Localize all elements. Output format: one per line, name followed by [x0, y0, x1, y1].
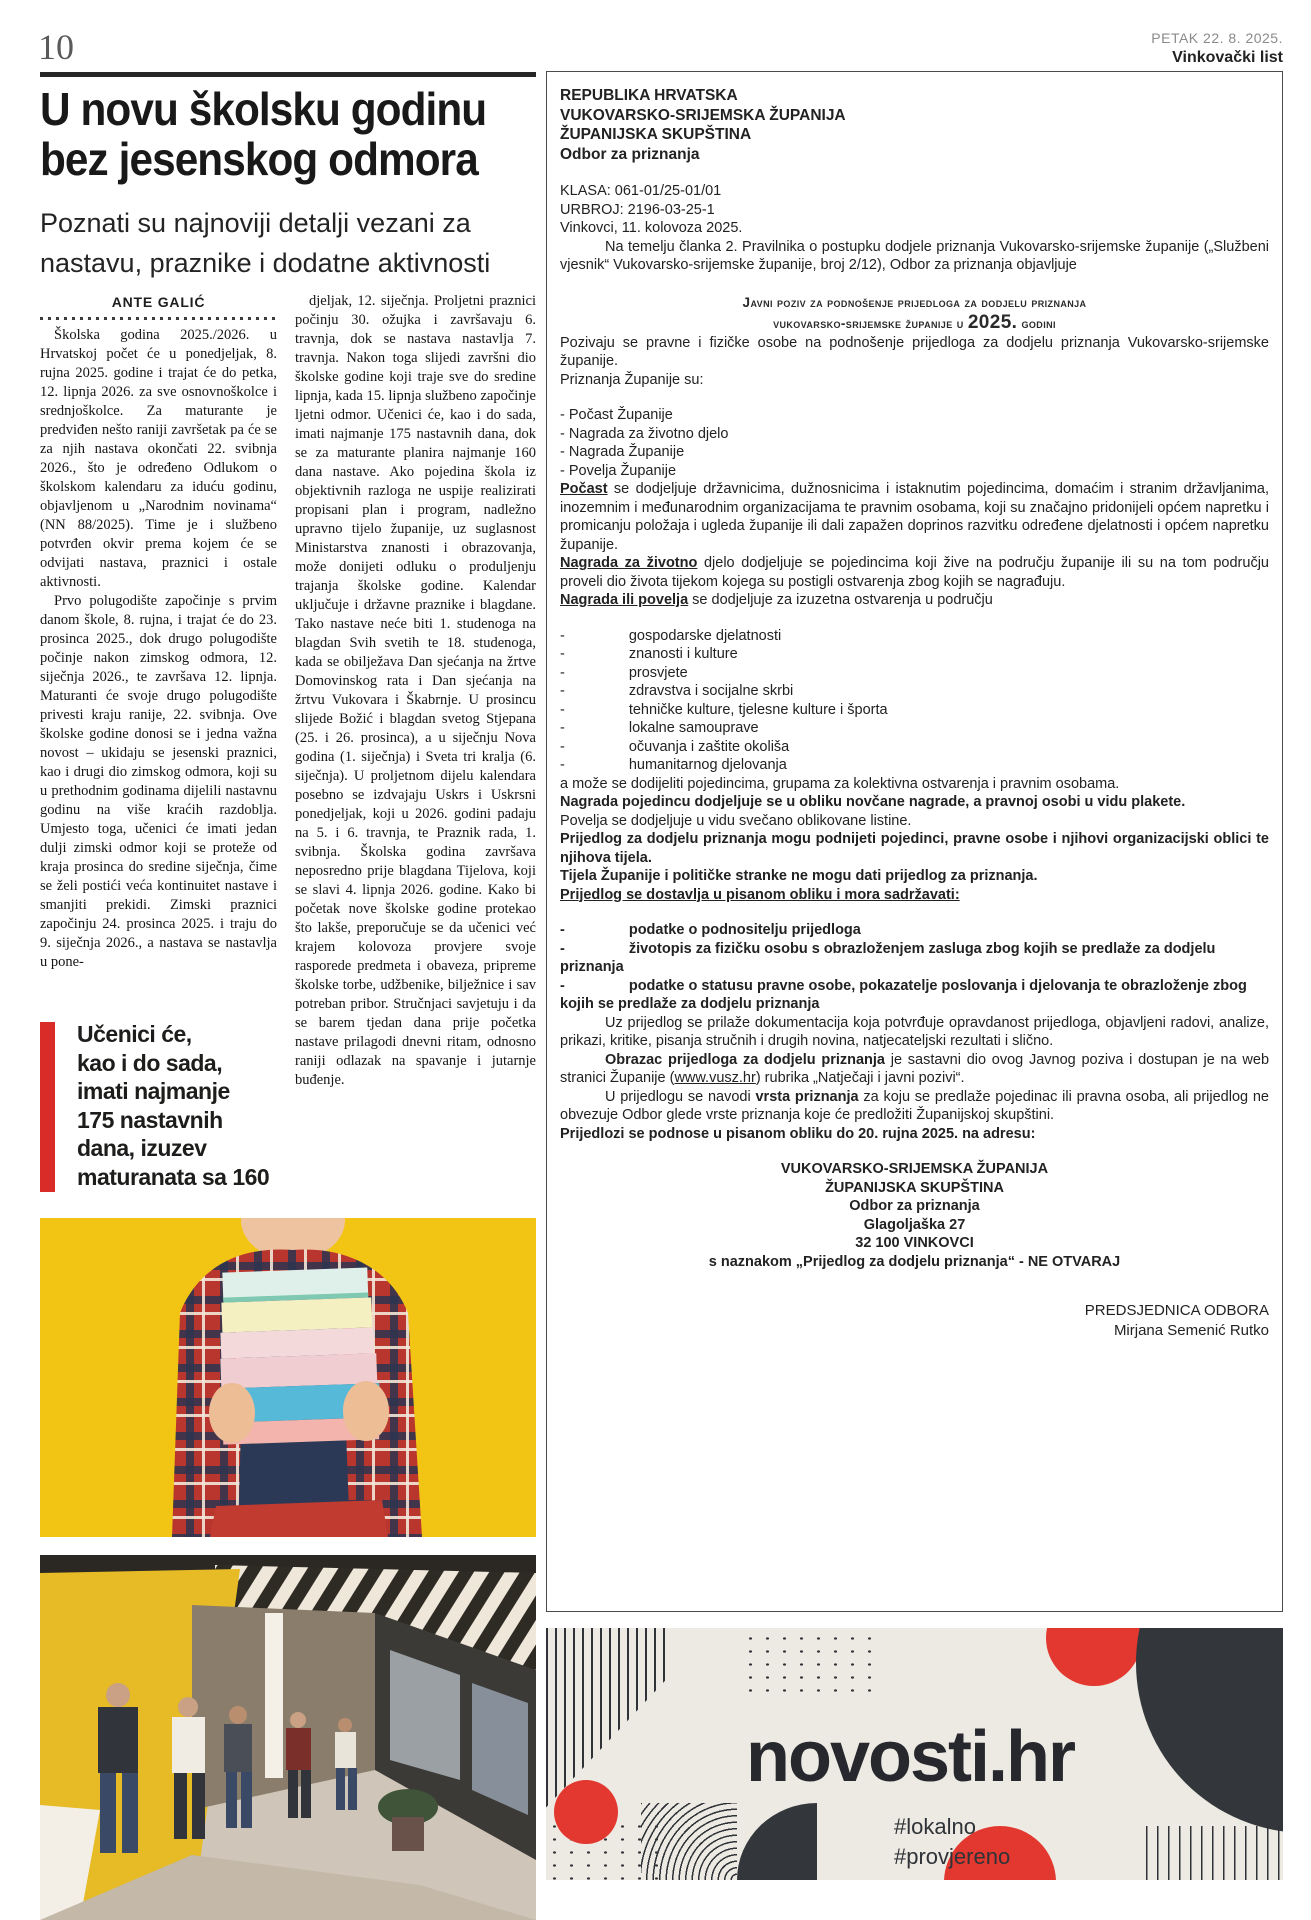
ad-red-circle [1046, 1628, 1142, 1686]
signature-title: PREDSJEDNICA ODBORA [1084, 1302, 1269, 1319]
list-item: - podatke o statusu pravne osobe, pokazatelje poslovanja i djelovanja te obrazloženje zbog kojih se predlaže za dodjelu priznanja [560, 977, 1247, 1012]
page-number: 10 [38, 27, 74, 67]
list-item: - zdravstva i socijalne skrbi [560, 683, 794, 699]
org-line: VUKOVARSKO-SRIJEMSKA ŽUPANIJA [560, 106, 846, 124]
signature-name: Mirjana Semenić Rutko [1113, 1321, 1269, 1339]
byline: ANTE GALIĆ [111, 294, 206, 310]
article-subtitle: Poznati su najnoviji detalji vezani za [40, 208, 471, 238]
list-item: - Nagrada Županije [560, 444, 685, 460]
address-line: Glagoljaška 27 [863, 1216, 966, 1233]
photo-boy-with-books [40, 1218, 536, 1537]
address-line: ŽUPANIJSKA SKUPŠTINA [825, 1179, 1004, 1196]
notice-paragraph: Prijedlog za dodjelu priznanja mogu podnijeti pojedinci, pravne osobe i njihovi organizacijski oblici te njihova tijela. [560, 831, 1269, 866]
notice-paragraph: Povelja se dodjeljuje u vidu svečano oblikovane listine. [560, 812, 912, 829]
notice-paragraph: Obrazac prijedloga za dodjelu priznanja je sastavni dio ovog Javnog poziva i dostupan je na web stranici Županije (www.vusz.hr) rubrika „Natječaji i javni pozivi“. [560, 1051, 1270, 1086]
ad-dome-decoration [1136, 1628, 1283, 1833]
areas-list [560, 627, 1269, 775]
ad-dome-decoration [737, 1803, 817, 1880]
header-rule [40, 72, 536, 77]
ad-brand-logo: novosti.hr [746, 1717, 1075, 1797]
list-item: - očuvanja i zaštite okoliša [560, 738, 790, 755]
article-column-1 [40, 326, 277, 1010]
byline-rule [40, 317, 277, 320]
notice-paragraph: Prijedlog se dostavlja u pisanom obliku i mora sadržavati: [560, 886, 960, 903]
ad-dot-grid [742, 1632, 882, 1696]
pull-quote-bar [40, 1022, 55, 1192]
official-notice-box [546, 71, 1283, 1612]
urbroj: URBROJ: 2196-03-25-1 [560, 201, 715, 218]
ad-red-circle [554, 1780, 618, 1844]
notice-title: Javni poziv za podnošenje prijedloga za dodjelu priznanja vukovarsko-srijemske županije u 2025. godini [742, 294, 1087, 333]
address-line: Odbor za priznanja [849, 1198, 980, 1214]
notice-paragraph: Počast se dodjeljuje državnicima, dužnosnicima i istaknutim pojedincima, domaćim i stranim državljanima, inozemnim i međunarodnim organizacijama te pravnim osobama, koji su značajno pridonijeli općem napretku i promicanju položaja i ugleda županije ili dali zapažen doprinos razvitku određene djelatnosti i općem napretku županije. [560, 481, 1269, 553]
issue-date: PETAK 22. 8. 2025. [1151, 30, 1283, 46]
list-item: - životopis za fizičku osobu s obrazloženjem zasluga zbog kojih se predlaže za dodjelu priznanja [560, 940, 1216, 975]
org-line: REPUBLIKA HRVATSKA [560, 87, 738, 104]
article-column-2 [295, 292, 536, 1192]
reference-block [560, 182, 1269, 238]
list-item: - prosvjete [560, 664, 688, 681]
list-item: - gospodarske djelatnosti [560, 627, 782, 644]
ad-hashtag: #provjereno [894, 1844, 1011, 1869]
article-headline: bez jesenskog odmora [40, 133, 478, 185]
place-date: Vinkovci, 11. kolovoza 2025. [560, 220, 743, 236]
org-line: ŽUPANIJSKA SKUPŠTINA [560, 126, 752, 143]
notice-paragraph: Nagrada za životno djelo dodjeljuje se pojedincima koji žive na području županije ili su na tom području proveli dio života tijekom kojega su postigli ostvarenja zbog kojih se nagrađuju. [560, 555, 1269, 590]
signature-block [560, 1301, 1269, 1340]
notice-paragraph: Uz prijedlog se prilaže dokumentacija koja potvrđuje opravdanost prijedloga, objavljeni radovi, analize, prikazi, kritike, pisanja stručnih i drugih novina, natjecateljski rezultati i slično. [560, 1014, 1269, 1049]
notice-paragraph: U prijedlogu se navodi vrsta priznanja za koju se predlaže pojedinac ili pravna osoba, ali prijedlog ne obvezuje Odbor glede vrste priznanja koje će predložiti Županijskoj skupštini. [560, 1088, 1269, 1123]
list-item: - znanosti i kulture [560, 646, 738, 662]
article-headline: U novu školsku godinu [40, 83, 487, 135]
article-paragraph: djeljak, 12. siječnja. Proljetni praznici počinju 30. ožujka i završavaju 6. travnja, dok se nastava nastavlja 7. travnja. Nakon toga slijedi završni dio školske godine koji traje sve do sredine lipnja, kada 15. lipnja službeno započinje ljetni odmor. Učenici će, kao i do sada, imati najmanje 175 nastavnih dana, dok se za maturante planira najmanje 160 dana nastave. Ako pojedina škola iz objektivnih razloga ne uspije realizirati propisani plan i program, nadležno upravno tijelo županije, uz suglasnost Ministarstva znanosti i obrazovanja, može donijeti odluku o produljenju trajanja školske godine. Kalendar uključuje i državne praznike i blagdane. Tako nastave neće biti 1. studenoga na blagdan Svih svetih te 18. studenoga, kada se obilježava Dan sjećanja na žrtve Domovinskog rata i Dan sjećanja na žrtvu Vukovara i Škabrnje. U prosincu slijede Božić i blagdan svetog Stjepana (25. i 26. prosinca), a u siječnju Nova godina (1. siječnja) i Sveta tri kralja (6. siječnja). U proljetnom dijelu kalendara posebno se izdvajaju Uskrs i Uskrsni ponedjeljak, koji u 2026. godini padaju na 5. i 6. travnja, te Praznik rada, 1. svibnja. Školska godina završava neposredno prije blagdana Tijelova, koji se slavi 4. lipnja 2026. godine. Kako bi početak nove školske godine protekao što lakše, preporučuje se da učenici već krajem kolovoza provjere svoje rasporede predmeta i obaveza, pripreme školske torbe, udžbenike, bilježnice i sav potreban pribor. Stručnjaci savjetuju i da se barem tjedan dana prije početka nastave prilagodi dnevni ritam, odnosno raniji odlazak na spavanje i jutarnje buđenje. [295, 293, 536, 1088]
requirements-list [560, 921, 1269, 1014]
address-block [560, 1160, 1269, 1271]
notice-paragraph: Pozivaju se pravne i fizičke osobe na podnošenje prijedloga za dodjelu priznanja Vukovarsko-srijemske županije. [560, 334, 1269, 369]
article-paragraph: Školska godina 2025./2026. u Hrvatskoj počet će u ponedjeljak, 8. rujna 2025. godine i trajat će do petka, 12. lipnja 2026. za sve osnovnoškolce i srednjoškolce. Za maturante je predviđen nešto raniji završetak pa će se za njih nastava okončati 22. svibnja 2026., što je određeno Odlukom o školskom kalendaru za iduću godinu, objavljenom u „Narodnim novinama“ (NN 88/2025). Time je i službeno potvrđen okvir prema kojem će se odvijati nastava, praznici i ostale aktivnosti. [40, 327, 277, 590]
list-item: - tehničke kulture, tjelesne kulture i športa [560, 701, 888, 718]
ad-stripe-decoration [546, 1628, 666, 1813]
notice-paragraph: Prijedlozi se podnose u pisanom obliku do 20. rujna 2025. na adresu: [560, 1125, 1036, 1142]
novosti-advertisement [546, 1628, 1283, 1880]
notice-paragraph: Tijela Županije i političke stranke ne mogu dati prijedlog za priznanja. [560, 868, 1038, 884]
notice-paragraph: a može se dodijeliti pojedincima, grupama za kolektivna ostvarenja i pravnim osobama. [560, 775, 1120, 792]
notice-paragraph: Priznanja Županije su: [560, 371, 704, 388]
notice-paragraph: Nagrada pojedincu dodjeljuje se u obliku novčane nagrade, a pravnoj osobi u vidu plakete. [560, 794, 1186, 810]
pull-quote: Učenici će, kao i do sada, imati najmanje 175 nastavnih dana, izuzev maturanata sa 160 [77, 1021, 270, 1190]
list-item: - Počast Županije [560, 407, 673, 423]
photo-school-hallway [40, 1555, 536, 1920]
list-item: - Povelja Županije [560, 462, 677, 479]
address-line: VUKOVARSKO-SRIJEMSKA ŽUPANIJA [780, 1161, 1049, 1177]
recognition-type-list [560, 406, 1269, 480]
list-item: - lokalne samouprave [560, 720, 759, 736]
org-line: Odbor za priznanja [560, 145, 700, 163]
article-subtitle: nastavu, praznike i dodatne aktivnosti [40, 248, 491, 278]
notice-paragraph: Nagrada ili povelja se dodjeljuje za izuzetna ostvarenja u području [560, 592, 993, 608]
address-line: s naznakom „Prijedlog za dodjelu priznanja“ - NE OTVARAJ [708, 1253, 1121, 1270]
article-paragraph: Prvo polugodište započinje s prvim danom škole, 8. rujna, i trajat će do 23. prosinca 2025., dok drugo polugodište počinje nakon zimskog odmora, 12. siječnja 2026., te završava 12. lipnja. Maturanti će svoje drugo polugodište privesti kraju ranije, 22. svibnja. Ove školske godine donosi se i jedna važna novost – ukidaju se jesenski praznici, kao i drugi dio zimskog odmora, koji su u prethodnim godinama dijelili nastavnu godinu na više kraćih razdoblja. Umjesto toga, učenici će imati jedan dulji zimski odmor koji se proteže od kraja prosinca do sredine siječnja, čime se želi postići veća kontinuitet nastave i smanjiti prekidi. Zimski praznici započinju 24. prosinca 2025. i traju do 9. siječnja 2026., a nastava se nastavlja u pone- [40, 593, 277, 970]
list-item: - Nagrada za životno djelo [560, 425, 729, 442]
notice-intro: Na temelju članka 2. Pravilnika o postupku dodjele priznanja Vukovarsko-srijemske županije („Službeni vjesnik“ Vukovarsko-srijemske županije, broj 2/12), Odbor za priznanja objavljuje [560, 238, 1269, 273]
website-link[interactable]: www.vusz.hr [674, 1070, 756, 1086]
ad-hashtag: #lokalno [894, 1814, 976, 1839]
list-item: - podatke o podnositelju prijedloga [560, 922, 861, 938]
address-line: 32 100 VINKOVCI [855, 1235, 974, 1251]
masthead: Vinkovački list [1172, 49, 1283, 66]
klasa: KLASA: 061-01/25-01/01 [560, 183, 722, 199]
list-item: - humanitarnog djelovanja [560, 757, 787, 773]
ad-line-decoration [1146, 1826, 1283, 1880]
